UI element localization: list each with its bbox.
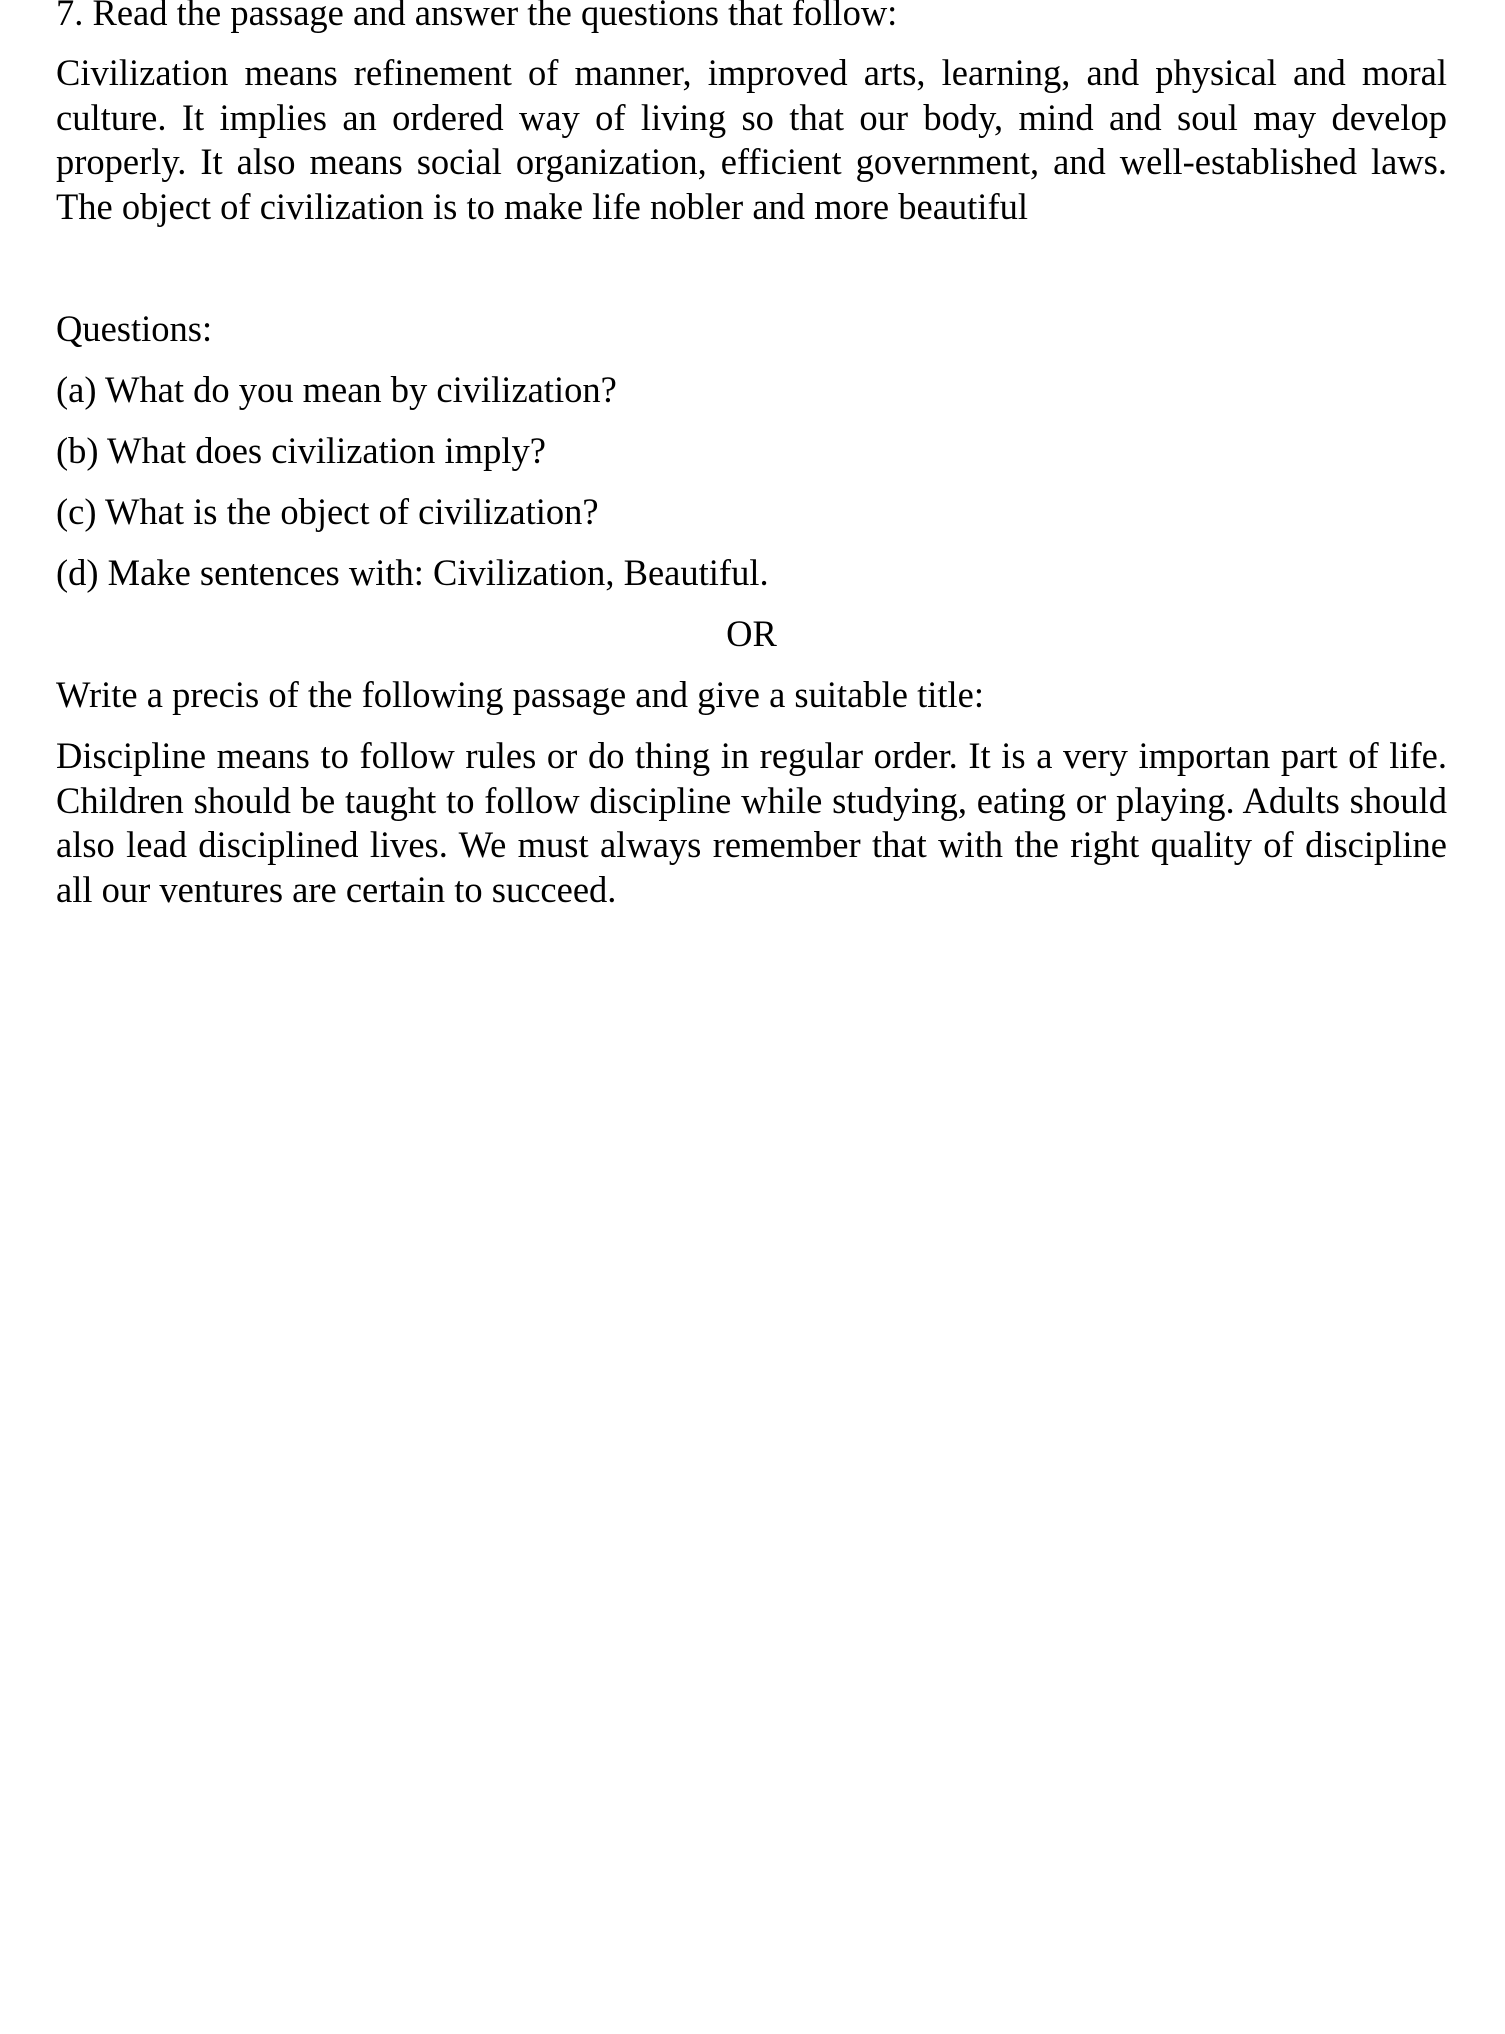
precis-instruction: Write a precis of the following passage and give a suitable title: <box>56 674 984 715</box>
question-a: (a) What do you mean by civilization? <box>56 369 617 410</box>
question-d: (d) Make sentences with: Civilization, Beautiful. <box>56 552 769 593</box>
precis-passage: Discipline means to follow rules or do thing in regular order. It is a very importan part of life. Children should be taught to follow discipline while studying, eating or playing. Adults should also lead disciplined lives. We must always remember that with the right quality of discipline all our ventures are certain to succeed. <box>56 735 1447 910</box>
or-separator: OR <box>726 613 777 654</box>
question-b: (b) What does civilization imply? <box>56 430 546 471</box>
question-c: (c) What is the object of civilization? <box>56 491 599 532</box>
questions-heading: Questions: <box>56 308 213 349</box>
comprehension-passage: Civilization means refinement of manner, improved arts, learning, and physical and moral culture. It implies an ordered way of living so that our body, mind and soul may develop properly. It also means social organization, efficient government, and well-established laws. The object of civilization is to make life nobler and more beautiful <box>56 52 1447 227</box>
question-instruction: 7. Read the passage and answer the questions that follow: <box>56 0 898 33</box>
